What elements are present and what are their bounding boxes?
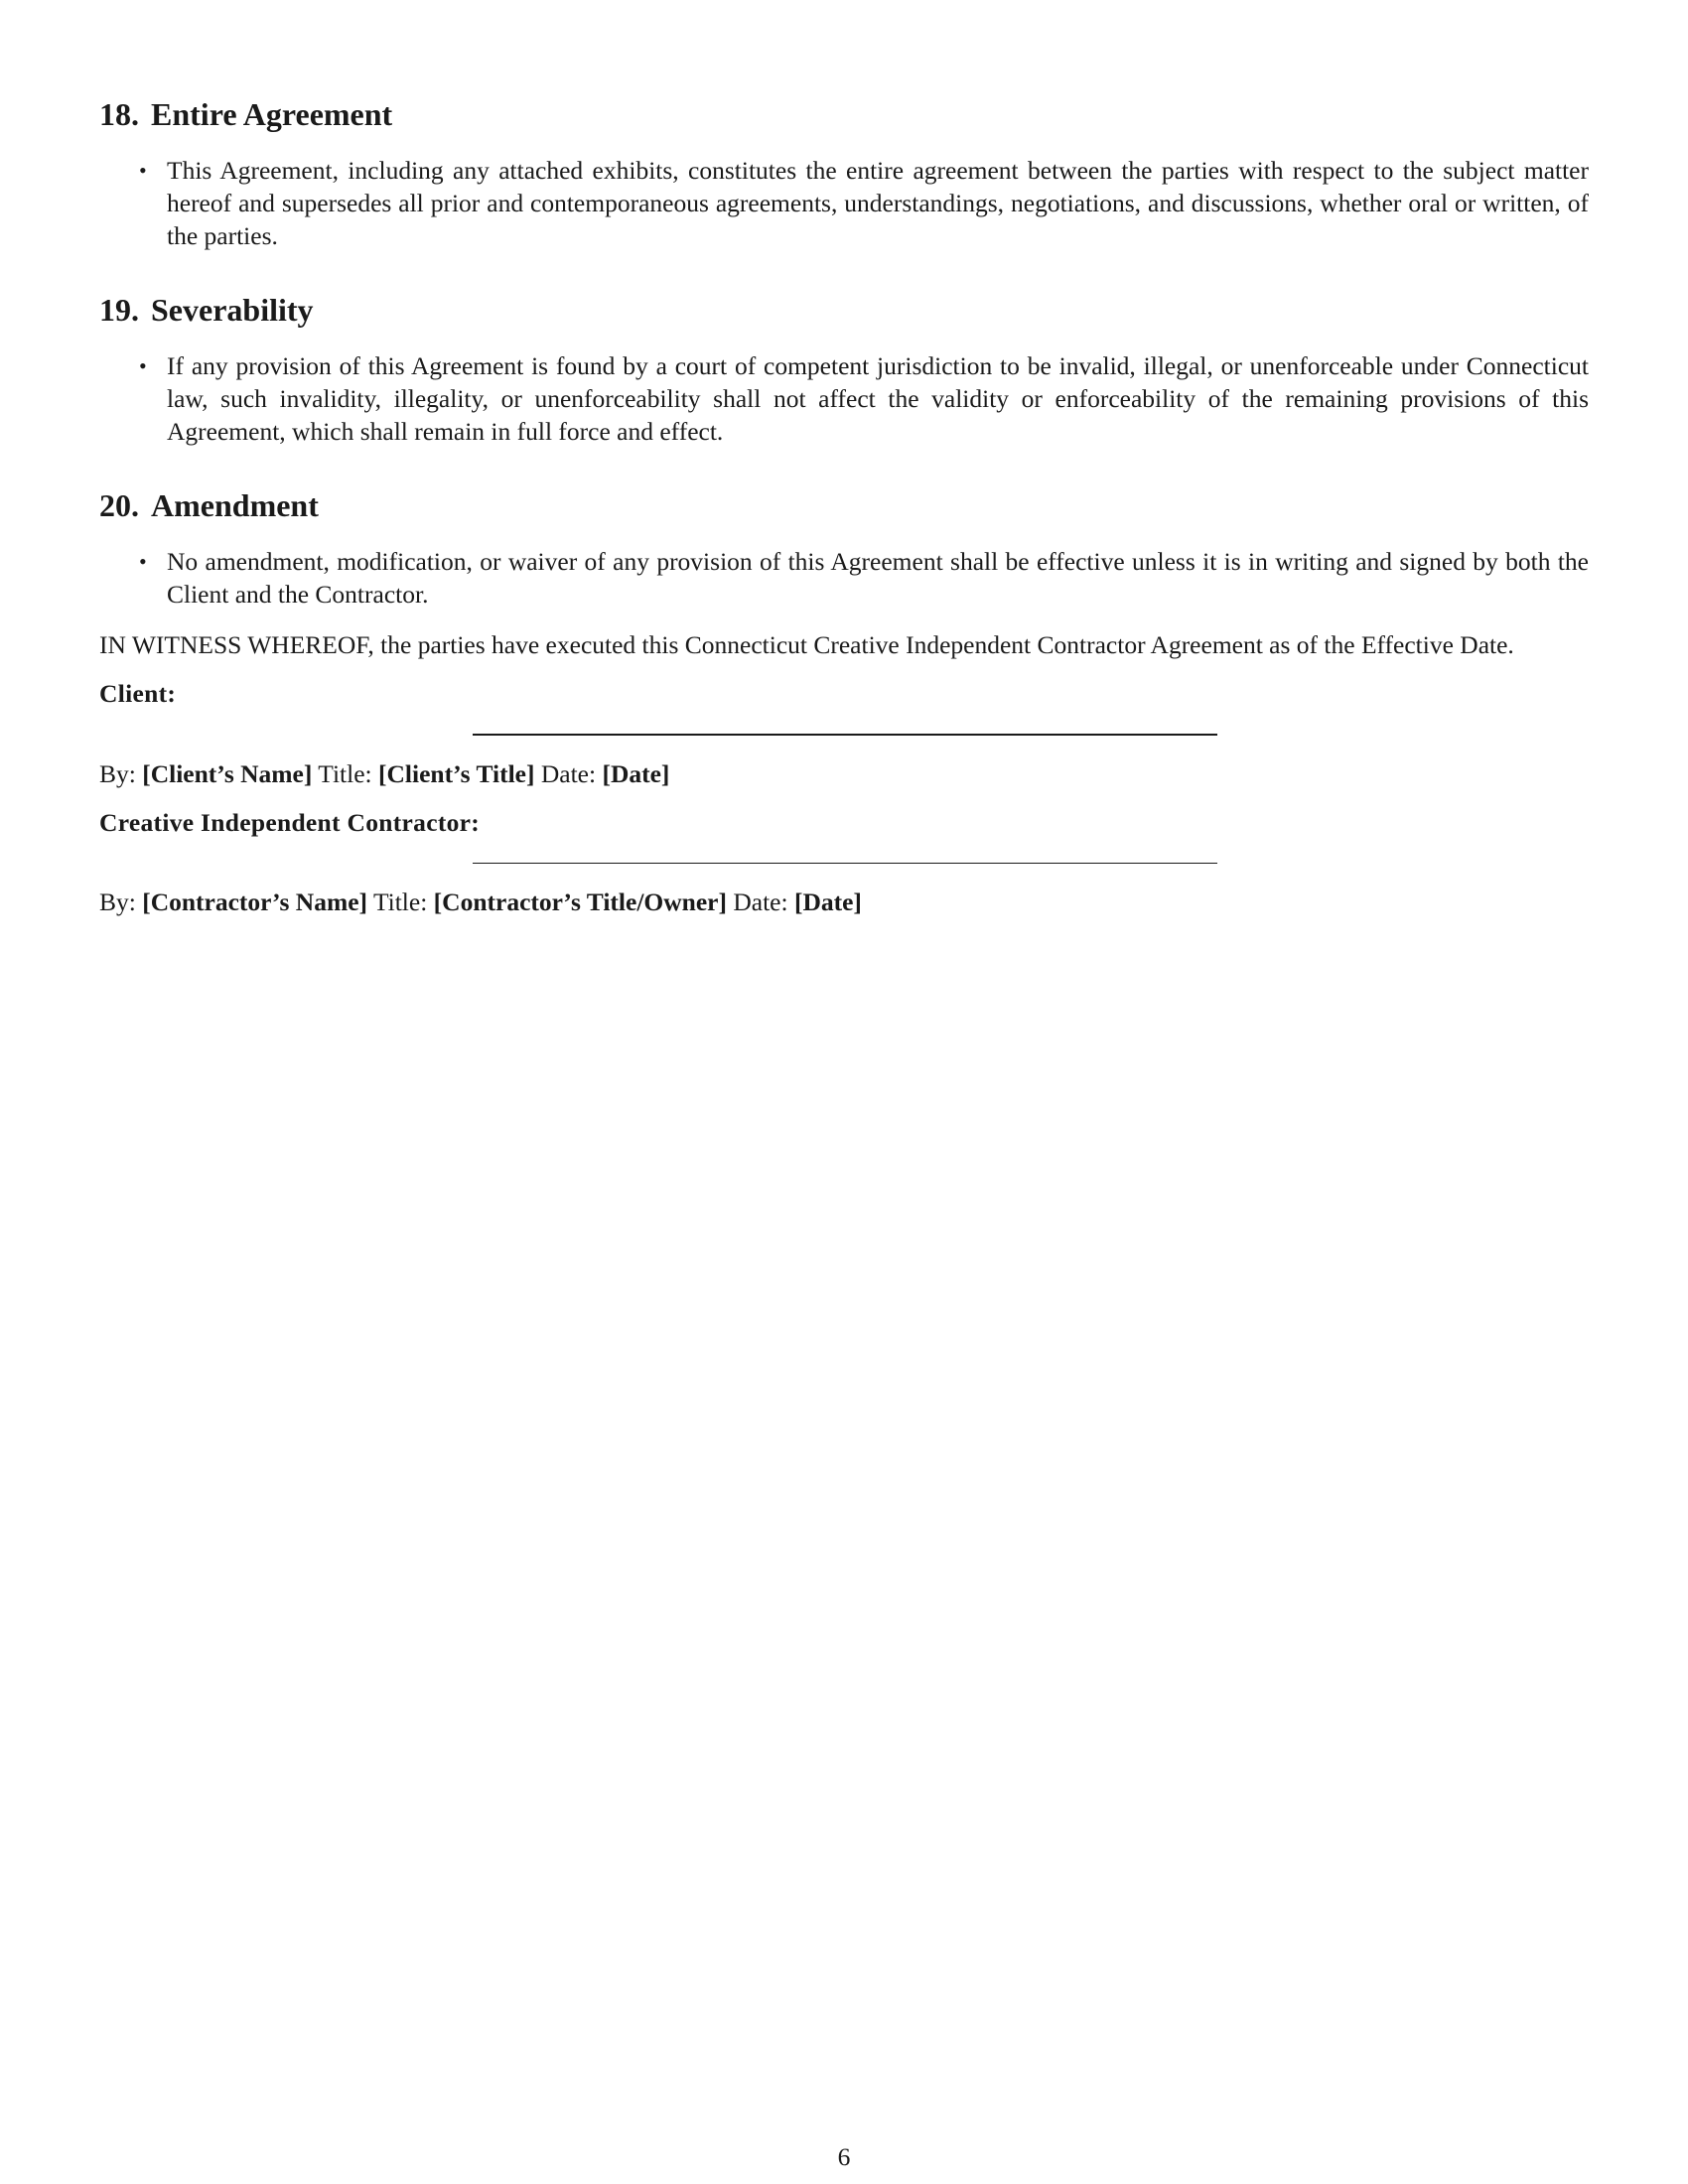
client-signature-details: [99, 757, 1589, 790]
contractor-name-placeholder: [Contractor’s Name]: [142, 887, 368, 916]
contractor-signature-block: [99, 806, 1589, 918]
client-signature-block: [99, 677, 1589, 790]
client-label: Client:: [99, 679, 177, 708]
section-number: 20.: [99, 487, 139, 523]
by-label: By:: [99, 887, 136, 916]
document-page: [99, 94, 1589, 934]
section-heading: [99, 290, 1589, 330]
title-label: Title:: [372, 887, 428, 916]
contractor-signature-line: [473, 863, 1217, 864]
section-title: Severability: [151, 292, 314, 328]
list-item: • This Agreement, including any attached exhibits, constitutes the entire agreement between the parties with respect to the subject matter hereof and supersedes all prior and contemporaneous agreements, understandings, negotiations, and discussions, whether oral or written, of the parties.: [167, 154, 1589, 252]
client-name-placeholder: [Client’s Name]: [142, 759, 313, 788]
list-item: • If any provision of this Agreement is found by a court of competent jurisdiction to be invalid, illegal, or unenforceable under Connecticut law, such invalidity, illegality, or unenforceability shall not affect the validity or enforceability of the remaining provisions of this Agreement, which shall remain in full force and effect.: [167, 349, 1589, 448]
contractor-signature-details: [99, 886, 1589, 918]
title-label: Title:: [318, 759, 372, 788]
date-label: Date:: [733, 887, 788, 916]
client-title-placeholder: [Client’s Title]: [378, 759, 535, 788]
section-heading: [99, 94, 1589, 134]
list-item: • No amendment, modification, or waiver of any provision of this Agreement shall be effective unless it is in writing and signed by both the Client and the Contractor.: [167, 545, 1589, 611]
section-title: Amendment: [151, 487, 319, 523]
page-number: 6: [837, 2142, 851, 2171]
contractor-label: Creative Independent Contractor:: [99, 808, 481, 837]
by-label: By:: [99, 759, 136, 788]
bullet-list: [99, 349, 1589, 448]
bullet-list: [99, 545, 1589, 611]
witness-statement: IN WITNESS WHEREOF, the parties have executed this Connecticut Creative Independent Contractor Agreement as of the Effective Date.: [99, 630, 1514, 659]
section-number: 19.: [99, 292, 139, 328]
client-date-placeholder: [Date]: [602, 759, 670, 788]
section-number: 18.: [99, 96, 139, 132]
contractor-date-placeholder: [Date]: [793, 887, 862, 916]
section-severability: [99, 290, 1589, 448]
section-amendment: [99, 485, 1589, 611]
section-entire-agreement: [99, 94, 1589, 252]
section-title: Entire Agreement: [151, 96, 393, 132]
bullet-list: [99, 154, 1589, 252]
contractor-title-placeholder: [Contractor’s Title/Owner]: [433, 887, 727, 916]
date-label: Date:: [540, 759, 597, 788]
section-heading: [99, 485, 1589, 525]
client-signature-line: [473, 734, 1217, 736]
